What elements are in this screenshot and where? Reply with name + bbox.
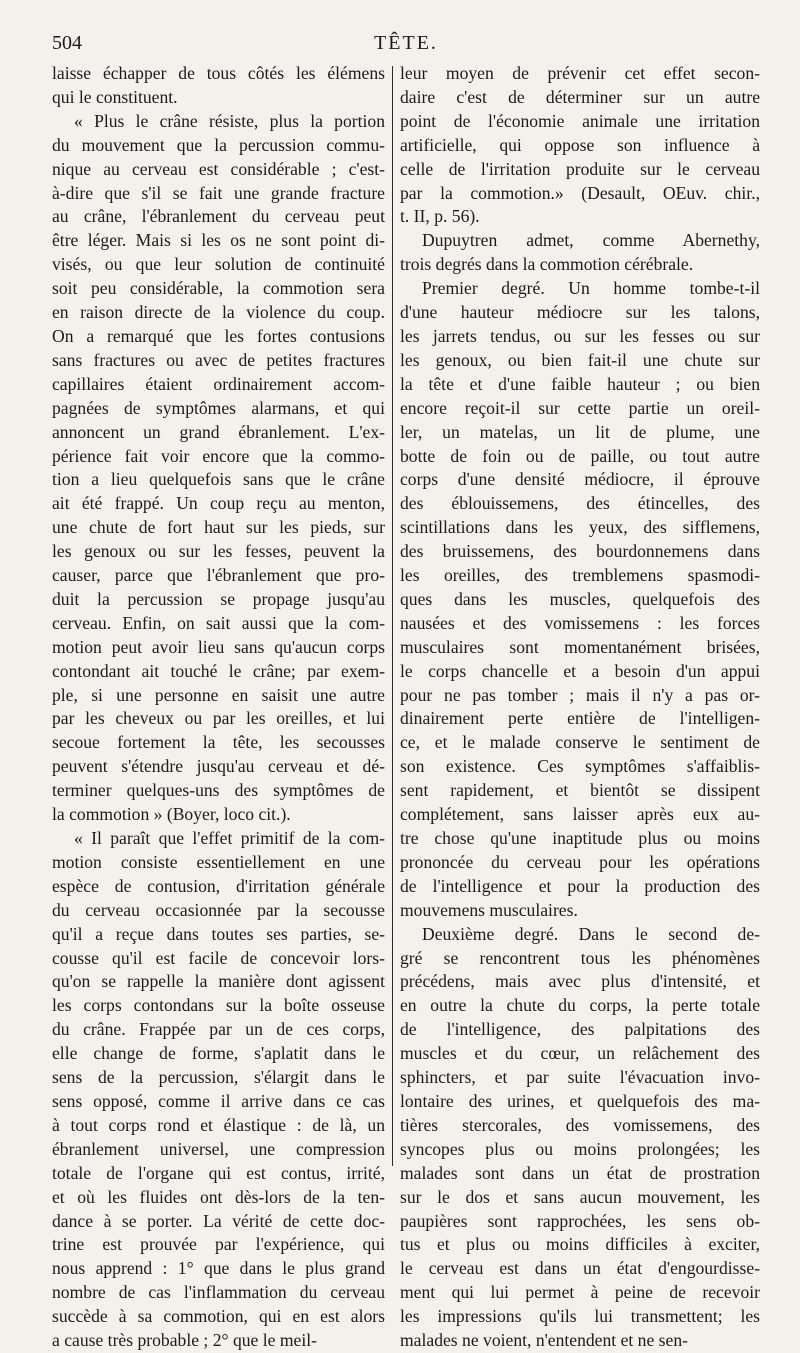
text-line: malades sont dans un état de prostration xyxy=(400,1162,760,1183)
text-line: tus et plus ou moins difficiles à exciter, xyxy=(400,1234,760,1255)
text-line: ait été frappé. Un coup reçu au menton, xyxy=(52,493,385,514)
text-line: capillaires étaient ordinairement accom- xyxy=(52,373,385,394)
text-line: sens opposé, comme il arrive dans ce cas xyxy=(52,1090,385,1111)
text-line: musculaires sont momentanément brisées, xyxy=(400,636,760,657)
text-line: ment qui lui permet à peine de recevoir xyxy=(400,1282,760,1303)
text-line: du mouvement que la percussion commu- xyxy=(52,134,385,155)
text-line: nombre de cas l'inflammation du cerveau xyxy=(52,1282,385,1303)
text-line: sens de la percussion, s'élargit dans le xyxy=(52,1067,385,1088)
text-line: une chute de fort haut sur les pieds, sur xyxy=(52,517,385,538)
text-line: artificielle, qui oppose son influence à xyxy=(400,134,760,155)
text-line: son existence. Ces symptômes s'affaiblis- xyxy=(400,756,760,777)
text-line: mouvemens musculaires. xyxy=(400,899,578,920)
text-line: les corps contondans sur la boîte osseuse xyxy=(52,995,385,1016)
text-line: corps d'une densité médiocre, il éprouve xyxy=(400,469,760,490)
text-line: par les cheveux ou par les oreilles, et lui xyxy=(52,708,385,729)
text-line: causer, parce que l'ébranlement que pro- xyxy=(52,565,385,586)
text-line: totale de l'organe qui est contus, irrité, xyxy=(52,1162,385,1183)
text-line: périence fait voir encore que la commo- xyxy=(52,445,385,466)
text-line: scintillations dans les yeux, des sifflemens, xyxy=(400,517,760,538)
text-line: complétement, sans laisser après eux au- xyxy=(400,804,760,825)
text-line: soit peu considérable, la commotion sera xyxy=(52,278,385,299)
page-number: 504 xyxy=(52,32,82,54)
text-line: tion a lieu quelquefois sans que le crâne xyxy=(52,469,385,490)
text-line: « Plus le crâne résiste, plus la portion xyxy=(74,110,385,131)
text-line: pagnées de symptômes alarmans, et qui xyxy=(52,397,385,418)
text-line: succède à sa commotion, qui en est alors xyxy=(52,1306,385,1327)
text-line: On a remarqué que les fortes contusions xyxy=(52,325,385,346)
text-line: laisse échapper de tous côtés les élémens xyxy=(52,63,385,83)
text-line: espèce de contusion, d'irritation générale xyxy=(52,875,385,896)
text-line: syncopes plus ou moins prolongées; les xyxy=(400,1138,760,1159)
text-line: leur moyen de prévenir cet effet secon- xyxy=(400,63,760,83)
text-line: gré se rencontrent tous les phénomènes xyxy=(400,947,760,968)
text-line: à-dire que s'il se fait une grande fracture xyxy=(52,182,385,203)
text-line: point de l'économie animale une irritation xyxy=(400,110,760,131)
text-line: du crâne. Frappée par un de ces corps, xyxy=(52,1019,385,1040)
text-line: cerveau. Enfin, on sait aussi que la com- xyxy=(52,612,385,633)
text-line: annoncent un grand ébranlement. L'ex- xyxy=(52,421,385,442)
text-line: sent rapidement, et bientôt se dissipent xyxy=(400,780,760,801)
text-line: celle de l'irritation produite sur le cerveau xyxy=(400,158,760,179)
text-line: contondant ait touché le crâne; par exem- xyxy=(52,660,385,681)
text-line: ce, et le malade conserve le sentiment de xyxy=(400,732,760,753)
text-line: nous apprend : 1° que dans le plus grand xyxy=(52,1258,385,1279)
text-line: qu'il a reçue dans toutes ses parties, se- xyxy=(52,923,385,944)
text-line: qui le constituent. xyxy=(52,86,178,107)
text-line: les genoux, ou bien fait-il une chute sur xyxy=(400,349,760,370)
text-line: motion peut avoir lieu sans qu'aucun corps xyxy=(52,636,385,657)
text-line: en outre la chute du corps, la perte totale xyxy=(400,995,760,1016)
text-line: dinairement perte entière de l'intelligen- xyxy=(400,708,760,729)
text-line: cousse qu'il est facile de concevoir lors- xyxy=(52,947,385,968)
text-line: la tête et d'une faible hauteur ; ou bien xyxy=(400,373,760,394)
text-line: de l'intelligence, des palpitations des xyxy=(400,1019,760,1040)
text-line: trine est prouvée par l'expérience, qui xyxy=(52,1234,385,1255)
text-line: en raison directe de la violence du coup. xyxy=(52,302,385,323)
text-line: peuvent s'étendre jusqu'au cerveau et dé- xyxy=(52,756,385,777)
text-line: terminer quelques-uns des symptômes de xyxy=(52,780,385,801)
text-line: botte de foin ou de paille, ou tout autre xyxy=(400,445,760,466)
right-text-column xyxy=(400,62,760,1353)
text-line: du cerveau occasionnée par la secousse xyxy=(52,899,385,920)
text-line: qu'on se rappelle la manière dont agissent xyxy=(52,971,385,992)
text-line: ébranlement universel, une compression xyxy=(52,1138,385,1159)
text-line: les genoux ou sur les fesses, peuvent la xyxy=(52,541,385,562)
column-divider xyxy=(392,66,393,1166)
text-line: dance à se porter. La vérité de cette doc- xyxy=(52,1210,385,1231)
text-line: trois degrés dans la commotion cérébrale. xyxy=(400,254,694,275)
text-line: au crâne, l'ébranlement du cerveau peut xyxy=(52,206,385,227)
text-line: sans fractures ou avec de petites fractures xyxy=(52,349,385,370)
text-line: muscles et du cœur, un relâchement des xyxy=(400,1043,760,1064)
text-line: des éblouissemens, des étincelles, des xyxy=(400,493,760,514)
text-line: Premier degré. Un homme tombe-t-il xyxy=(422,278,760,299)
text-line: duit la percussion se propage jusqu'au xyxy=(52,588,385,609)
text-line: elle change de forme, s'aplatit dans le xyxy=(52,1043,385,1064)
text-line: les jarrets tendus, ou sur les fesses ou sur xyxy=(400,325,760,346)
text-line: sphincters, et par suite l'évacuation invo- xyxy=(400,1067,760,1088)
text-line: paupières sont rapprochées, les sens ob- xyxy=(400,1210,760,1231)
text-line: précédens, mais avec plus d'intensité, et xyxy=(400,971,760,992)
text-line: encore reçoit-il sur cette partie un oreil- xyxy=(400,397,760,418)
text-line: les impressions qu'ils lui transmettent; les xyxy=(400,1306,760,1327)
text-line: daire c'est de déterminer sur un autre xyxy=(400,86,760,107)
text-line: tre chose qu'une inaptitude plus ou moins xyxy=(400,828,760,848)
text-line: à tout corps rond et élastique : de là, un xyxy=(52,1114,385,1135)
text-line: visés, ou que leur solution de continuité xyxy=(52,254,385,275)
text-line: « Il paraît que l'effet primitif de la com- xyxy=(74,828,385,848)
text-line: être léger. Mais si les os ne sont point di- xyxy=(52,230,385,251)
text-line: Deuxième degré. Dans le second de- xyxy=(422,923,760,944)
text-line: d'une hauteur médiocre sur les talons, xyxy=(400,302,760,323)
text-line: le cerveau est dans un état d'engourdisse- xyxy=(400,1258,760,1279)
text-line: de l'intelligence et pour la production des xyxy=(400,875,760,896)
text-line: t. II, p. 56). xyxy=(400,206,480,227)
text-line: ler, un matelas, un lit de plume, une xyxy=(400,421,760,442)
text-line: la commotion » (Boyer, loco cit.). xyxy=(52,804,291,825)
text-line: malades ne voient, n'entendent et ne sen- xyxy=(400,1330,688,1351)
text-line: par la commotion.» (Desault, OEuv. chir., xyxy=(400,182,760,203)
page-header xyxy=(52,32,760,62)
text-line: motion consiste essentiellement en une xyxy=(52,851,385,872)
text-line: Dupuytren admet, comme Abernethy, xyxy=(422,230,760,251)
text-line: ques dans les muscles, quelquefois des xyxy=(400,588,760,609)
text-line: prononcée du cerveau pour les opérations xyxy=(400,851,760,872)
text-line: secoue fortement la tête, les secousses xyxy=(52,732,385,753)
running-title: TÊTE. xyxy=(374,32,438,54)
text-line: les oreilles, des tremblemens spasmodi- xyxy=(400,565,760,586)
text-line: nausées et des vomissemens : les forces xyxy=(400,612,760,633)
text-line: et où les fluides ont dès-lors de la ten- xyxy=(52,1186,385,1207)
left-text-column xyxy=(52,62,385,1353)
text-line: a cause très probable ; 2° que le meil- xyxy=(52,1330,317,1351)
text-line: sur le dos et sans aucun mouvement, les xyxy=(400,1186,760,1207)
text-line: tières stercorales, des vomissemens, des xyxy=(400,1114,760,1135)
text-line: lontaire des urines, et quelquefois des ma- xyxy=(400,1090,760,1111)
text-line: des bruissemens, des bourdonnemens dans xyxy=(400,541,760,562)
text-line: nique au cerveau est considérable ; c'est- xyxy=(52,158,385,179)
text-line: ple, si une personne en saisit une autre xyxy=(52,684,385,705)
text-line: le corps chancelle et a besoin d'un appui xyxy=(400,660,760,681)
text-line: pour ne pas tomber ; mais il n'y a pas or- xyxy=(400,684,760,705)
